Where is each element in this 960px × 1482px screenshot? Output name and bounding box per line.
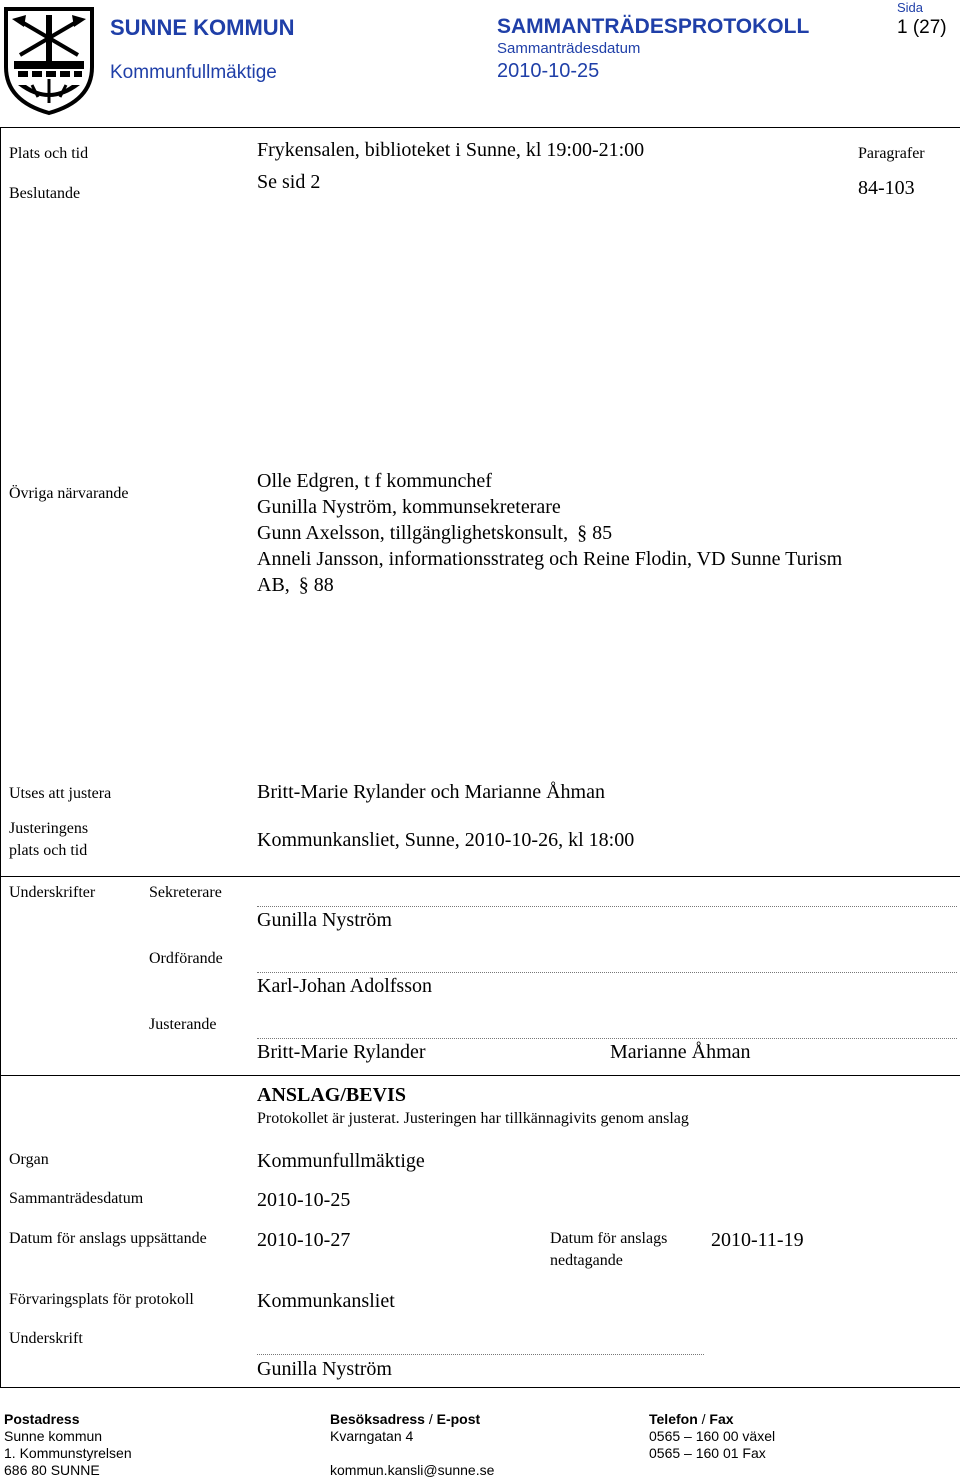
others-label: Övriga närvarande [9,485,129,502]
decision-label: Beslutande [9,185,81,202]
secretary-name: Gunilla Nyström [257,909,392,931]
footer-visit-title: Besöksadress [330,1411,425,1427]
removed-label-1: Datum för anslags [550,1230,668,1247]
others-line-text: Gunn Axelsson, tillgänglighetskonsult, [257,522,569,544]
others-line [257,522,612,545]
signature-line [257,972,957,973]
adjusters-value: Britt-Marie Rylander och Marianne Åhman [257,781,605,803]
footer-visit-line: Kvarngatan 4 [330,1428,414,1444]
notice-date-value: 2010-10-25 [257,1189,351,1211]
organ-label: Organ [9,1151,49,1168]
decision-value: Se sid 2 [257,171,321,193]
storage-label: Förvaringsplats för protokoll [9,1291,194,1308]
place-label: Plats och tid [9,145,89,162]
footer-phone-line: 0565 – 160 00 växel [649,1428,776,1444]
others-line-text: AB, [257,574,290,596]
posted-value: 2010-10-27 [257,1229,351,1251]
others-paragraph-ref: 85 [592,522,613,544]
footer-postal-line: Sunne kommun [4,1428,103,1444]
municipal-coat-of-arms [2,5,96,117]
footer-email-title: E-post [436,1411,481,1427]
adjust-place-label-2: plats och tid [9,842,88,859]
footer-separator: / [697,1411,710,1427]
notice-date-label: Sammanträdesdatum [9,1190,144,1207]
notice-title: ANSLAG/BEVIS [257,1084,406,1106]
adjust-place-label-1: Justeringens [9,820,89,837]
frame-left [0,127,1,1387]
footer-postal-title: Postadress [4,1411,80,1427]
divider-notice [0,1075,960,1076]
notice-sign-label: Underskrift [9,1330,83,1347]
signature-line [257,906,957,907]
footer-visit [330,1411,494,1479]
municipality-name: SUNNE KOMMUN [110,15,295,40]
secretary-label: Sekreterare [149,884,222,901]
adjuster-label: Justerande [149,1016,217,1033]
signature-line [257,1354,704,1355]
section-sign-icon: § [298,574,309,596]
place-value: Frykensalen, biblioteket i Sunne, kl 19:00-21:00 [257,139,645,161]
storage-value: Kommunkansliet [257,1290,395,1312]
frame-top [0,127,960,128]
signatures-label: Underskrifter [9,884,96,901]
others-paragraph-ref: 88 [313,574,334,596]
others-line: Olle Edgren, t f kommunchef [257,470,492,492]
removed-label-2: nedtagande [550,1252,623,1269]
page-number: 1 (27) [897,17,947,38]
meeting-date: 2010-10-25 [497,60,600,82]
divider-signatures [0,876,960,877]
footer-postal-line: 686 80 SUNNE [4,1462,100,1478]
adjuster-name-1: Britt-Marie Rylander [257,1041,426,1063]
signature-line [257,1038,957,1039]
others-line: Anneli Jansson, informationsstrateg och Reine Flodin, VD Sunne Turism [257,548,843,570]
footer-phone-title: Telefon [649,1411,698,1427]
adjust-place-value: Kommunkansliet, Sunne, 2010-10-26, kl 18:00 [257,829,635,851]
footer-postal [4,1411,132,1479]
footer-phone-line: 0565 – 160 01 Fax [649,1445,766,1461]
document-type: SAMMANTRÄDESPROTOKOLL [497,15,810,38]
section-sign-icon: § [577,522,588,544]
others-line [257,574,334,597]
footer-fax-title: Fax [709,1411,734,1427]
chair-label: Ordförande [149,950,223,967]
chair-name: Karl-Johan Adolfsson [257,975,432,997]
organ-value: Kommunfullmäktige [257,1150,425,1172]
paragraphs-value: 84-103 [858,177,915,199]
footer-separator: / [424,1411,437,1427]
removed-value: 2010-11-19 [711,1229,804,1251]
adjuster-name-2: Marianne Åhman [610,1041,751,1063]
footer-postal-line: 1. Kommunstyrelsen [4,1445,132,1461]
page-label: Sida [897,0,924,15]
meeting-date-label: Sammanträdesdatum [497,40,641,57]
frame-bottom [0,1387,960,1388]
posted-label: Datum för anslags uppsättande [9,1230,207,1247]
footer-email-link[interactable]: kommun.kansli@sunne.se [330,1462,495,1478]
paragraphs-label: Paragrafer [858,145,925,162]
footer-visit-line [330,1445,494,1462]
notice-sign-name: Gunilla Nyström [257,1358,392,1380]
adjusters-label: Utses att justera [9,785,112,802]
governing-body: Kommunfullmäktige [110,62,277,83]
footer-phone [649,1411,775,1462]
notice-text: Protokollet är justerat. Justeringen har tillkännagivits genom anslag [257,1110,689,1127]
others-line: Gunilla Nyström, kommunsekreterare [257,496,561,518]
